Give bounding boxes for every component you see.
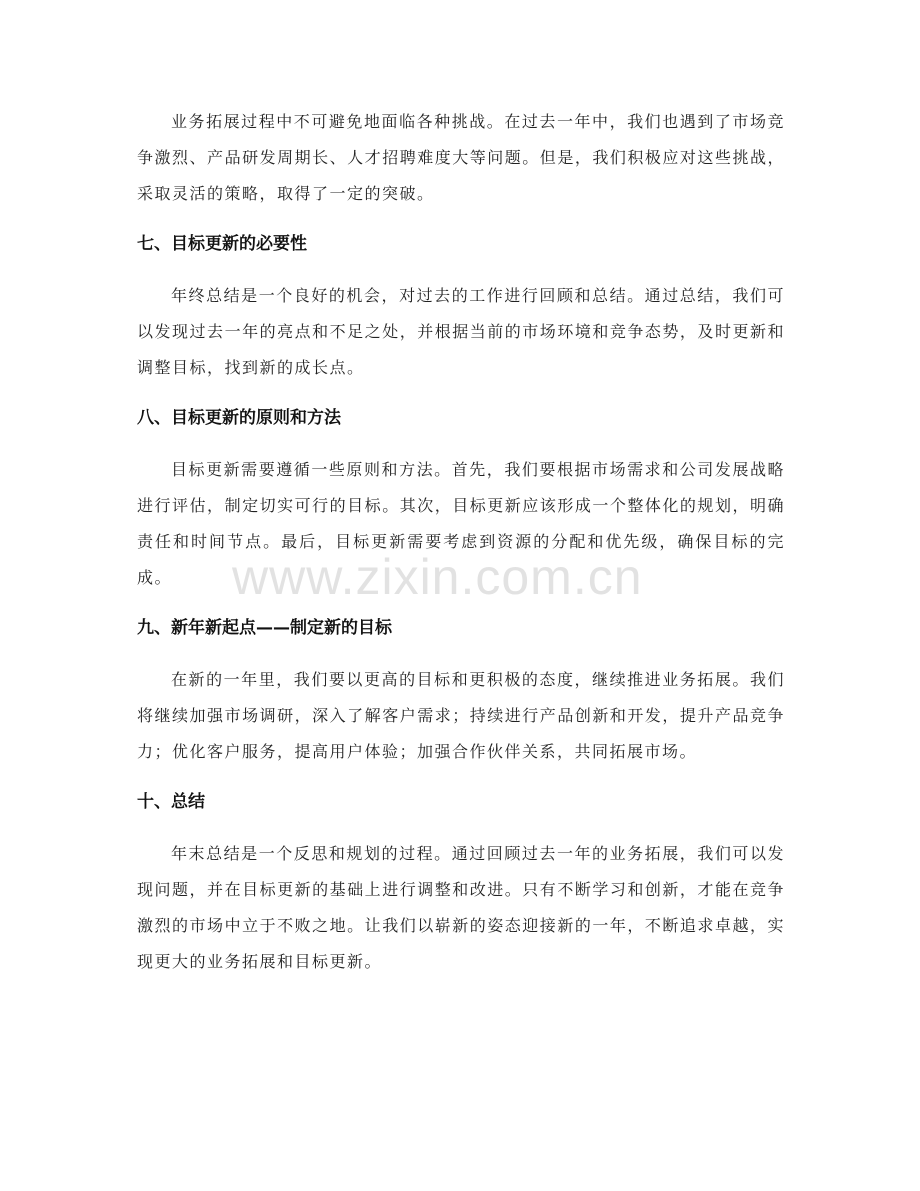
section-heading-9: 九、新年新起点——制定新的目标 [137, 618, 392, 638]
document-page [137, 104, 785, 998]
paragraph-necessity: 年终总结是一个良好的机会，对过去的工作进行回顾和总结。通过总结，我们可以发现过去一年的亮点和不足之处，并根据当前的市场环境和竞争态势，及时更新和调整目标，找到新的成长点。 [137, 286, 785, 377]
paragraph-summary: 年末总结是一个反思和规划的过程。通过回顾过去一年的业务拓展，我们可以发现问题，并在目标更新的基础上进行调整和改进。只有不断学习和创新，才能在竞争激烈的市场中立于不败之地。让我们以崭新的姿态迎接新的一年，不断追求卓越，实现更大的业务拓展和目标更新。 [137, 844, 785, 971]
section-heading-10: 十、总结 [137, 792, 205, 812]
watermark: www.zixin.com.cn [232, 549, 643, 605]
paragraph-new-goals: 在新的一年里，我们要以更高的目标和更积极的态度，继续推进业务拓展。我们将继续加强市场调研，深入了解客户需求；持续进行产品创新和开发，提升产品竞争力；优化客户服务，提高用户体验；加强合作伙伴关系，共同拓展市场。 [137, 670, 785, 761]
section-heading-8: 八、目标更新的原则和方法 [137, 408, 341, 428]
paragraph-principles: 目标更新需要遵循一些原则和方法。首先，我们要根据市场需求和公司发展战略进行评估，制定切实可行的目标。其次，目标更新应该形成一个整体化的规划，明确责任和时间节点。最后，目标更新需要考虑到资源的分配和优先级，确保目标的完成。 [137, 460, 785, 587]
section-heading-7: 七、目标更新的必要性 [137, 234, 307, 254]
paragraph-challenges: 业务拓展过程中不可避免地面临各种挑战。在过去一年中，我们也遇到了市场竞争激烈、产品研发周期长、人才招聘难度大等问题。但是，我们积极应对这些挑战，采取灵活的策略，取得了一定的突破。 [137, 112, 785, 203]
